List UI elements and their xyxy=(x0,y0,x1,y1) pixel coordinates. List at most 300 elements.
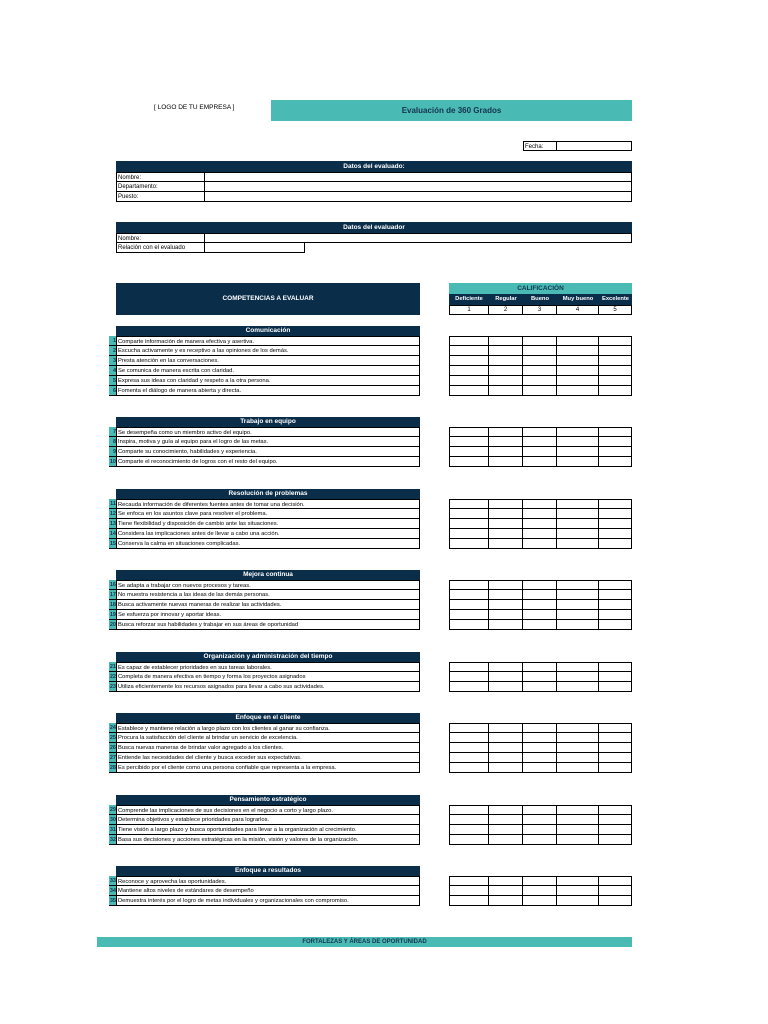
rating-cell[interactable] xyxy=(523,753,557,763)
rating-cell[interactable] xyxy=(523,447,557,457)
item-number: 30 xyxy=(109,817,116,823)
item-text: Se adapta a trabajar con nuevos procesos y tareas. xyxy=(116,580,420,590)
rating-row xyxy=(449,805,632,815)
rating-cell[interactable] xyxy=(523,733,557,743)
rating-row xyxy=(449,509,632,519)
rating-cell[interactable] xyxy=(449,437,489,447)
rating-cell[interactable] xyxy=(557,539,599,549)
calif-label-excelente: Excelente xyxy=(601,296,630,302)
evaluador-relacion-label: Relación con el evaluado xyxy=(116,243,205,253)
rating-cell[interactable] xyxy=(449,620,489,630)
calif-num: 4 xyxy=(557,305,599,315)
competency-row xyxy=(109,662,420,672)
competency-row xyxy=(109,805,420,815)
rating-cell[interactable] xyxy=(523,346,557,356)
rating-row xyxy=(449,825,632,835)
rating-cell[interactable] xyxy=(523,682,557,692)
rating-cell[interactable] xyxy=(449,723,489,733)
competency-row xyxy=(109,519,420,529)
competency-row xyxy=(109,590,420,600)
rating-cell[interactable] xyxy=(449,457,489,467)
section-title: Comunicación xyxy=(116,326,420,336)
rating-cell[interactable] xyxy=(489,763,523,773)
rating-row xyxy=(449,723,632,733)
section-title: Resolución de problemas xyxy=(116,489,420,499)
rating-cell[interactable] xyxy=(599,376,632,386)
item-number: 3 xyxy=(109,356,116,366)
rating-row xyxy=(449,529,632,539)
rating-cell[interactable] xyxy=(449,509,489,519)
rating-cell[interactable] xyxy=(489,509,523,519)
rating-cell[interactable] xyxy=(599,600,632,610)
section-title: Organización y administración del tiempo xyxy=(116,652,420,662)
rating-cell[interactable] xyxy=(523,437,557,447)
rating-cell[interactable] xyxy=(599,437,632,447)
item-text: Basa sus decisiones y acciones estratégicas en la misión, visión y valores de la organización. xyxy=(116,835,420,845)
rating-cell[interactable] xyxy=(449,743,489,753)
item-number: 7 xyxy=(109,427,116,437)
rating-cell[interactable] xyxy=(599,835,632,845)
rating-cell[interactable] xyxy=(557,610,599,620)
rating-row xyxy=(449,499,632,509)
rating-cell[interactable] xyxy=(449,519,489,529)
rating-cell[interactable] xyxy=(599,896,632,906)
item-text: Considera las implicaciones antes de llevar a cabo una acción. xyxy=(116,529,420,539)
rating-cell[interactable] xyxy=(557,590,599,600)
rating-cell[interactable] xyxy=(449,427,489,437)
rating-cell[interactable] xyxy=(557,886,599,896)
rating-row xyxy=(449,763,632,773)
calif-num: 2 xyxy=(489,305,523,315)
calificacion-labels xyxy=(449,294,632,305)
competency-row xyxy=(109,753,420,763)
competency-row xyxy=(109,386,420,396)
rating-cell[interactable] xyxy=(523,763,557,773)
item-number: 4 xyxy=(109,366,116,376)
competencias-header: COMPETENCIAS A EVALUAR xyxy=(116,283,420,315)
rating-row xyxy=(449,835,632,845)
item-number: 34 xyxy=(109,888,116,894)
rating-row xyxy=(449,886,632,896)
item-number: 35 xyxy=(109,898,116,904)
item-number: 2 xyxy=(109,346,116,356)
item-text: Tiene visión a largo plazo y busca oportunidades para llevar a la organización al crecimiento. xyxy=(116,825,420,835)
rating-cell[interactable] xyxy=(489,499,523,509)
rating-cell[interactable] xyxy=(489,886,523,896)
rating-cell[interactable] xyxy=(523,662,557,672)
section-title: Enfoque a resultados xyxy=(116,866,420,876)
rating-cell[interactable] xyxy=(449,580,489,590)
rating-cell[interactable] xyxy=(489,590,523,600)
item-text: Comprende las implicaciones de sus decisiones en el negocio a corto y largo plazo. xyxy=(116,805,420,815)
competency-row xyxy=(109,539,420,549)
item-text: Determina objetivos y establece prioridades para lograrlos. xyxy=(116,815,420,825)
rating-cell[interactable] xyxy=(599,529,632,539)
rating-cell[interactable] xyxy=(557,672,599,682)
rating-cell[interactable] xyxy=(449,763,489,773)
rating-cell[interactable] xyxy=(599,539,632,549)
rating-cell[interactable] xyxy=(489,672,523,682)
rating-row xyxy=(449,376,632,386)
rating-cell[interactable] xyxy=(599,763,632,773)
rating-cell[interactable] xyxy=(599,610,632,620)
rating-cell[interactable] xyxy=(449,825,489,835)
rating-cell[interactable] xyxy=(523,825,557,835)
rating-cell[interactable] xyxy=(557,356,599,366)
rating-row xyxy=(449,743,632,753)
item-text: Establece y mantiene relación a largo plazo con los clientes al ganar su confianza. xyxy=(116,723,420,733)
rating-cell[interactable] xyxy=(489,580,523,590)
rating-cell[interactable] xyxy=(557,743,599,753)
rating-cell[interactable] xyxy=(489,600,523,610)
evaluado-header: Datos del evaluado: xyxy=(116,161,632,172)
rating-cell[interactable] xyxy=(489,815,523,825)
rating-cell[interactable] xyxy=(489,723,523,733)
item-text: Recauda información de diferentes fuentes antes de tomar una decisión. xyxy=(116,499,420,509)
rating-cell[interactable] xyxy=(599,457,632,467)
rating-cell[interactable] xyxy=(449,447,489,457)
rating-cell[interactable] xyxy=(449,835,489,845)
rating-cell[interactable] xyxy=(489,662,523,672)
competency-row xyxy=(109,447,420,457)
rating-cell[interactable] xyxy=(557,600,599,610)
rating-cell[interactable] xyxy=(523,529,557,539)
fecha-field[interactable] xyxy=(556,141,632,151)
item-text: Se desempeña como un miembro activo del equipo. xyxy=(116,427,420,437)
rating-row xyxy=(449,662,632,672)
rating-cell[interactable] xyxy=(557,336,599,346)
rating-cell[interactable] xyxy=(489,447,523,457)
item-text: Entiende las necesidades del cliente y busca exceder sus expectativas. xyxy=(116,753,420,763)
item-number: 10 xyxy=(109,459,116,465)
rating-cell[interactable] xyxy=(523,386,557,396)
rating-cell[interactable] xyxy=(449,733,489,743)
competency-row xyxy=(109,509,420,519)
item-number: 18 xyxy=(109,602,116,608)
rating-cell[interactable] xyxy=(557,662,599,672)
evaluado-departamento-field[interactable] xyxy=(205,182,632,192)
rating-cell[interactable] xyxy=(557,580,599,590)
calificacion-numbers xyxy=(449,305,632,315)
competency-row xyxy=(109,672,420,682)
rating-row xyxy=(449,519,632,529)
item-number: 28 xyxy=(109,765,116,771)
rating-cell[interactable] xyxy=(523,743,557,753)
rating-cell[interactable] xyxy=(449,590,489,600)
rating-cell[interactable] xyxy=(489,825,523,835)
evaluado-puesto-field[interactable] xyxy=(205,192,632,202)
rating-cell[interactable] xyxy=(599,825,632,835)
rating-cell[interactable] xyxy=(599,743,632,753)
rating-cell[interactable] xyxy=(489,427,523,437)
rating-cell[interactable] xyxy=(523,896,557,906)
rating-cell[interactable] xyxy=(557,366,599,376)
rating-cell[interactable] xyxy=(523,590,557,600)
item-number: 17 xyxy=(109,592,116,598)
rating-cell[interactable] xyxy=(489,743,523,753)
rating-cell[interactable] xyxy=(599,886,632,896)
competency-row xyxy=(109,610,420,620)
competency-row xyxy=(109,896,420,906)
rating-cell[interactable] xyxy=(489,539,523,549)
rating-cell[interactable] xyxy=(489,620,523,630)
rating-cell[interactable] xyxy=(523,376,557,386)
rating-cell[interactable] xyxy=(489,366,523,376)
rating-cell[interactable] xyxy=(557,386,599,396)
competency-row xyxy=(109,876,420,886)
evaluado-nombre-label: Nombre: xyxy=(116,172,205,182)
rating-cell[interactable] xyxy=(557,763,599,773)
rating-cell[interactable] xyxy=(557,509,599,519)
rating-cell[interactable] xyxy=(489,336,523,346)
rating-cell[interactable] xyxy=(489,376,523,386)
rating-cell[interactable] xyxy=(523,366,557,376)
rating-cell[interactable] xyxy=(489,529,523,539)
rating-cell[interactable] xyxy=(557,519,599,529)
rating-cell[interactable] xyxy=(557,835,599,845)
rating-cell[interactable] xyxy=(449,386,489,396)
rating-row xyxy=(449,356,632,366)
item-number: 20 xyxy=(109,622,116,628)
rating-cell[interactable] xyxy=(489,896,523,906)
rating-cell[interactable] xyxy=(489,437,523,447)
rating-cell[interactable] xyxy=(557,815,599,825)
competency-row xyxy=(109,336,420,346)
rating-cell[interactable] xyxy=(449,539,489,549)
evaluador-nombre-field[interactable] xyxy=(205,233,632,243)
rating-cell[interactable] xyxy=(489,682,523,692)
rating-cell[interactable] xyxy=(449,876,489,886)
rating-cell[interactable] xyxy=(449,600,489,610)
rating-cell[interactable] xyxy=(599,590,632,600)
competency-row xyxy=(109,825,420,835)
rating-row xyxy=(449,539,632,549)
competency-row xyxy=(109,356,420,366)
rating-cell[interactable] xyxy=(449,376,489,386)
rating-cell[interactable] xyxy=(557,825,599,835)
rating-cell[interactable] xyxy=(523,600,557,610)
rating-cell[interactable] xyxy=(449,815,489,825)
item-text: Busca reforzar sus habilidades y trabajar en sus áreas de oportunidad xyxy=(116,620,420,630)
rating-cell[interactable] xyxy=(449,805,489,815)
rating-cell[interactable] xyxy=(557,876,599,886)
evaluador-relacion-field[interactable] xyxy=(205,243,305,253)
rating-cell[interactable] xyxy=(557,529,599,539)
rating-cell[interactable] xyxy=(449,896,489,906)
rating-cell[interactable] xyxy=(489,876,523,886)
item-number: 21 xyxy=(109,664,116,670)
item-number: 23 xyxy=(109,684,116,690)
rating-cell[interactable] xyxy=(599,620,632,630)
rating-cell[interactable] xyxy=(523,580,557,590)
rating-cell[interactable] xyxy=(489,753,523,763)
rating-cell[interactable] xyxy=(557,427,599,437)
rating-cell[interactable] xyxy=(599,815,632,825)
rating-cell[interactable] xyxy=(489,610,523,620)
item-number: 22 xyxy=(109,674,116,680)
rating-cell[interactable] xyxy=(557,499,599,509)
item-text: Se comunica de manera escrita con claridad. xyxy=(116,366,420,376)
rating-cell[interactable] xyxy=(523,835,557,845)
rating-cell[interactable] xyxy=(557,733,599,743)
item-number: 27 xyxy=(109,755,116,761)
item-text: Es capaz de establecer prioridades en sus tareas laborales. xyxy=(116,662,420,672)
rating-cell[interactable] xyxy=(599,662,632,672)
rating-cell[interactable] xyxy=(523,620,557,630)
rating-cell[interactable] xyxy=(449,662,489,672)
rating-cell[interactable] xyxy=(599,346,632,356)
rating-cell[interactable] xyxy=(599,672,632,682)
rating-cell[interactable] xyxy=(449,753,489,763)
rating-cell[interactable] xyxy=(449,366,489,376)
rating-row xyxy=(449,815,632,825)
competency-row xyxy=(109,835,420,845)
competency-row xyxy=(109,346,420,356)
calificacion-title: CALIFICACIÓN xyxy=(449,283,632,294)
rating-cell[interactable] xyxy=(599,336,632,346)
competency-row xyxy=(109,427,420,437)
rating-cell[interactable] xyxy=(523,519,557,529)
rating-cell[interactable] xyxy=(449,529,489,539)
item-number: 32 xyxy=(109,837,116,843)
item-number: 24 xyxy=(109,725,116,731)
fecha-label: Fecha: xyxy=(523,141,556,151)
competency-row xyxy=(109,376,420,386)
rating-cell[interactable] xyxy=(599,580,632,590)
rating-cell[interactable] xyxy=(523,610,557,620)
rating-cell[interactable] xyxy=(599,876,632,886)
rating-cell[interactable] xyxy=(599,753,632,763)
rating-cell[interactable] xyxy=(557,805,599,815)
rating-cell[interactable] xyxy=(523,886,557,896)
rating-cell[interactable] xyxy=(489,805,523,815)
rating-cell[interactable] xyxy=(523,815,557,825)
rating-cell[interactable] xyxy=(489,457,523,467)
rating-cell[interactable] xyxy=(523,457,557,467)
item-number: 33 xyxy=(109,878,116,884)
rating-cell[interactable] xyxy=(599,499,632,509)
rating-row xyxy=(449,457,632,467)
calif-label-deficiente: Deficiente xyxy=(455,296,483,302)
item-number: 12 xyxy=(109,511,116,517)
rating-cell[interactable] xyxy=(523,723,557,733)
rating-cell[interactable] xyxy=(489,835,523,845)
rating-cell[interactable] xyxy=(557,896,599,906)
rating-row xyxy=(449,590,632,600)
rating-cell[interactable] xyxy=(449,336,489,346)
calif-num: 3 xyxy=(523,305,557,315)
evaluado-nombre-field[interactable] xyxy=(205,172,632,182)
rating-cell[interactable] xyxy=(599,723,632,733)
rating-cell[interactable] xyxy=(449,886,489,896)
rating-cell[interactable] xyxy=(489,519,523,529)
competency-row xyxy=(109,499,420,509)
rating-cell[interactable] xyxy=(523,539,557,549)
rating-cell[interactable] xyxy=(599,733,632,743)
rating-cell[interactable] xyxy=(523,509,557,519)
rating-cell[interactable] xyxy=(449,672,489,682)
item-number: 16 xyxy=(109,582,116,588)
rating-cell[interactable] xyxy=(557,437,599,447)
rating-row xyxy=(449,610,632,620)
competency-row xyxy=(109,743,420,753)
rating-cell[interactable] xyxy=(489,346,523,356)
item-text: Reconoce y aprovecha las oportunidades. xyxy=(116,876,420,886)
rating-cell[interactable] xyxy=(599,447,632,457)
rating-cell[interactable] xyxy=(557,346,599,356)
competency-row xyxy=(109,886,420,896)
rating-cell[interactable] xyxy=(557,753,599,763)
item-text: Comparte el reconocimiento de logros con el resto del equipo. xyxy=(116,457,420,467)
rating-cell[interactable] xyxy=(449,346,489,356)
rating-cell[interactable] xyxy=(449,682,489,692)
item-text: Busca nuevas maneras de brindar valor agregado a los clientes. xyxy=(116,743,420,753)
item-text: Fomenta el diálogo de manera abierta y directa. xyxy=(116,386,420,396)
rating-cell[interactable] xyxy=(599,805,632,815)
item-text: Completa de manera efectiva en tiempo y forma los proyectos asignados xyxy=(116,672,420,682)
item-text: Comparte información de manera efectiva y asertiva. xyxy=(116,336,420,346)
item-number: 14 xyxy=(109,531,116,537)
rating-cell[interactable] xyxy=(557,682,599,692)
rating-cell[interactable] xyxy=(449,356,489,366)
calif-label-muy-bueno: Muy bueno xyxy=(562,296,594,302)
competency-row xyxy=(109,600,420,610)
rating-cell[interactable] xyxy=(489,733,523,743)
rating-cell[interactable] xyxy=(523,499,557,509)
item-number: 8 xyxy=(109,437,116,447)
rating-cell[interactable] xyxy=(599,509,632,519)
item-text: Presta atención en las conversaciones. xyxy=(116,356,420,366)
competency-row xyxy=(109,733,420,743)
rating-cell[interactable] xyxy=(557,723,599,733)
calif-num: 1 xyxy=(449,305,489,315)
fortalezas-header: FORTALEZAS Y ÁREAS DE OPORTUNIDAD xyxy=(97,937,632,947)
item-number: 5 xyxy=(109,376,116,386)
rating-cell[interactable] xyxy=(489,386,523,396)
rating-cell[interactable] xyxy=(599,386,632,396)
rating-cell[interactable] xyxy=(449,610,489,620)
competency-row xyxy=(109,529,420,539)
rating-cell[interactable] xyxy=(489,356,523,366)
rating-cell[interactable] xyxy=(523,427,557,437)
rating-cell[interactable] xyxy=(449,499,489,509)
rating-cell[interactable] xyxy=(599,427,632,437)
rating-row xyxy=(449,336,632,346)
item-text: Expresa sus ideas con claridad y respeto a la otra persona. xyxy=(116,376,420,386)
rating-cell[interactable] xyxy=(557,620,599,630)
rating-cell[interactable] xyxy=(557,447,599,457)
rating-cell[interactable] xyxy=(523,805,557,815)
section-title: Mejora continua xyxy=(116,570,420,580)
rating-row xyxy=(449,672,632,682)
calif-num: 5 xyxy=(599,305,632,315)
rating-cell[interactable] xyxy=(523,672,557,682)
evaluador-header: Datos del evaluador xyxy=(116,222,632,233)
rating-cell[interactable] xyxy=(599,356,632,366)
competency-row xyxy=(109,620,420,630)
section-title: Pensamiento estratégico xyxy=(116,795,420,805)
rating-cell[interactable] xyxy=(557,457,599,467)
competency-row xyxy=(109,437,420,447)
item-number: 25 xyxy=(109,735,116,741)
rating-cell[interactable] xyxy=(557,376,599,386)
rating-cell[interactable] xyxy=(599,519,632,529)
rating-cell[interactable] xyxy=(523,876,557,886)
rating-cell[interactable] xyxy=(523,336,557,346)
rating-cell[interactable] xyxy=(599,366,632,376)
rating-cell[interactable] xyxy=(523,356,557,366)
rating-cell[interactable] xyxy=(599,682,632,692)
